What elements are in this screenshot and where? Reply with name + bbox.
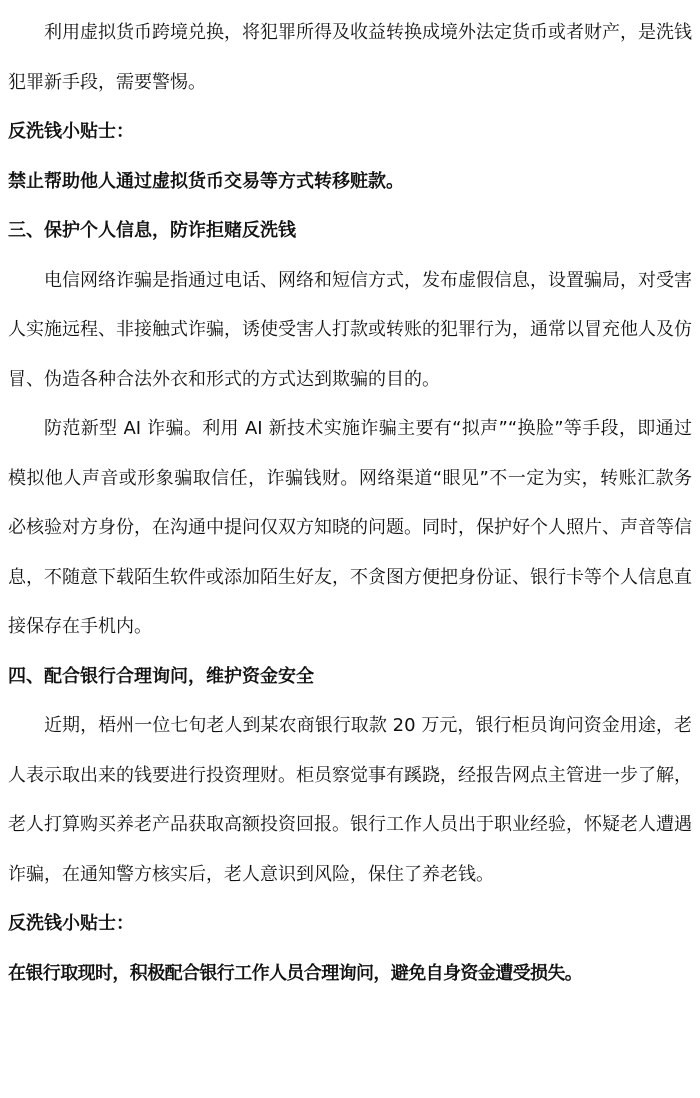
paragraph-ai-fraud: 防范新型 AI 诈骗。利用 AI 新技术实施诈骗主要有“拟声”“换脸”等手段，即通过模拟他人声音或形象骗取信任，诈骗钱财。网络渠道“眼见”不一定为实，转账汇款务必核验对方身份，在沟通中提问仅双方知晓的问题。同时，保护好个人照片、声音等信息，不随意下载陌生软件或添加陌生好友，不贪图方便把身份证、银行卡等个人信息直接保存在手机内。: [8, 418, 692, 637]
paragraph-telecom-fraud: 电信网络诈骗是指通过电话、网络和短信方式，发布虚假信息，设置骗局，对受害人实施远程、非接触式诈骗，诱使受害人打款或转账的犯罪行为，通常以冒充他人及仿冒、伪造各种合法外衣和形式的方式达到欺骗的目的。: [8, 269, 692, 390]
tip-heading-1: 反洗钱小贴士：: [8, 121, 134, 142]
tip-text-2: 在银行取现时，积极配合银行工作人员合理询问，避免自身资金遭受损失。: [8, 962, 583, 984]
tip-text-1: 禁止帮助他人通过虚拟货币交易等方式转移赃款。: [8, 170, 404, 192]
paragraph-bank-case: 近期，梧州一位七旬老人到某农商银行取款 20 万元，银行柜员询问资金用途，老人表示取出来的钱要进行投资理财。柜员察觉事有蹊跷，经报告网点主管进一步了解，老人打算购买养老产品获取高额投资回报。银行工作人员出于职业经验，怀疑老人遭遇诈骗，在通知警方核实后，老人意识到风险，保住了养老钱。: [8, 715, 692, 885]
tip-heading-2: 反洗钱小贴士：: [8, 913, 134, 934]
section-heading-4: 四、配合银行合理询问，维护资金安全: [8, 665, 314, 687]
section-heading-3: 三、保护个人信息，防诈拒赌反洗钱: [8, 220, 296, 241]
paragraph-virtual-currency: 利用虚拟货币跨境兑换，将犯罪所得及收益转换成境外法定货币或者财产，是洗钱犯罪新手段，需要警惕。: [8, 22, 692, 93]
